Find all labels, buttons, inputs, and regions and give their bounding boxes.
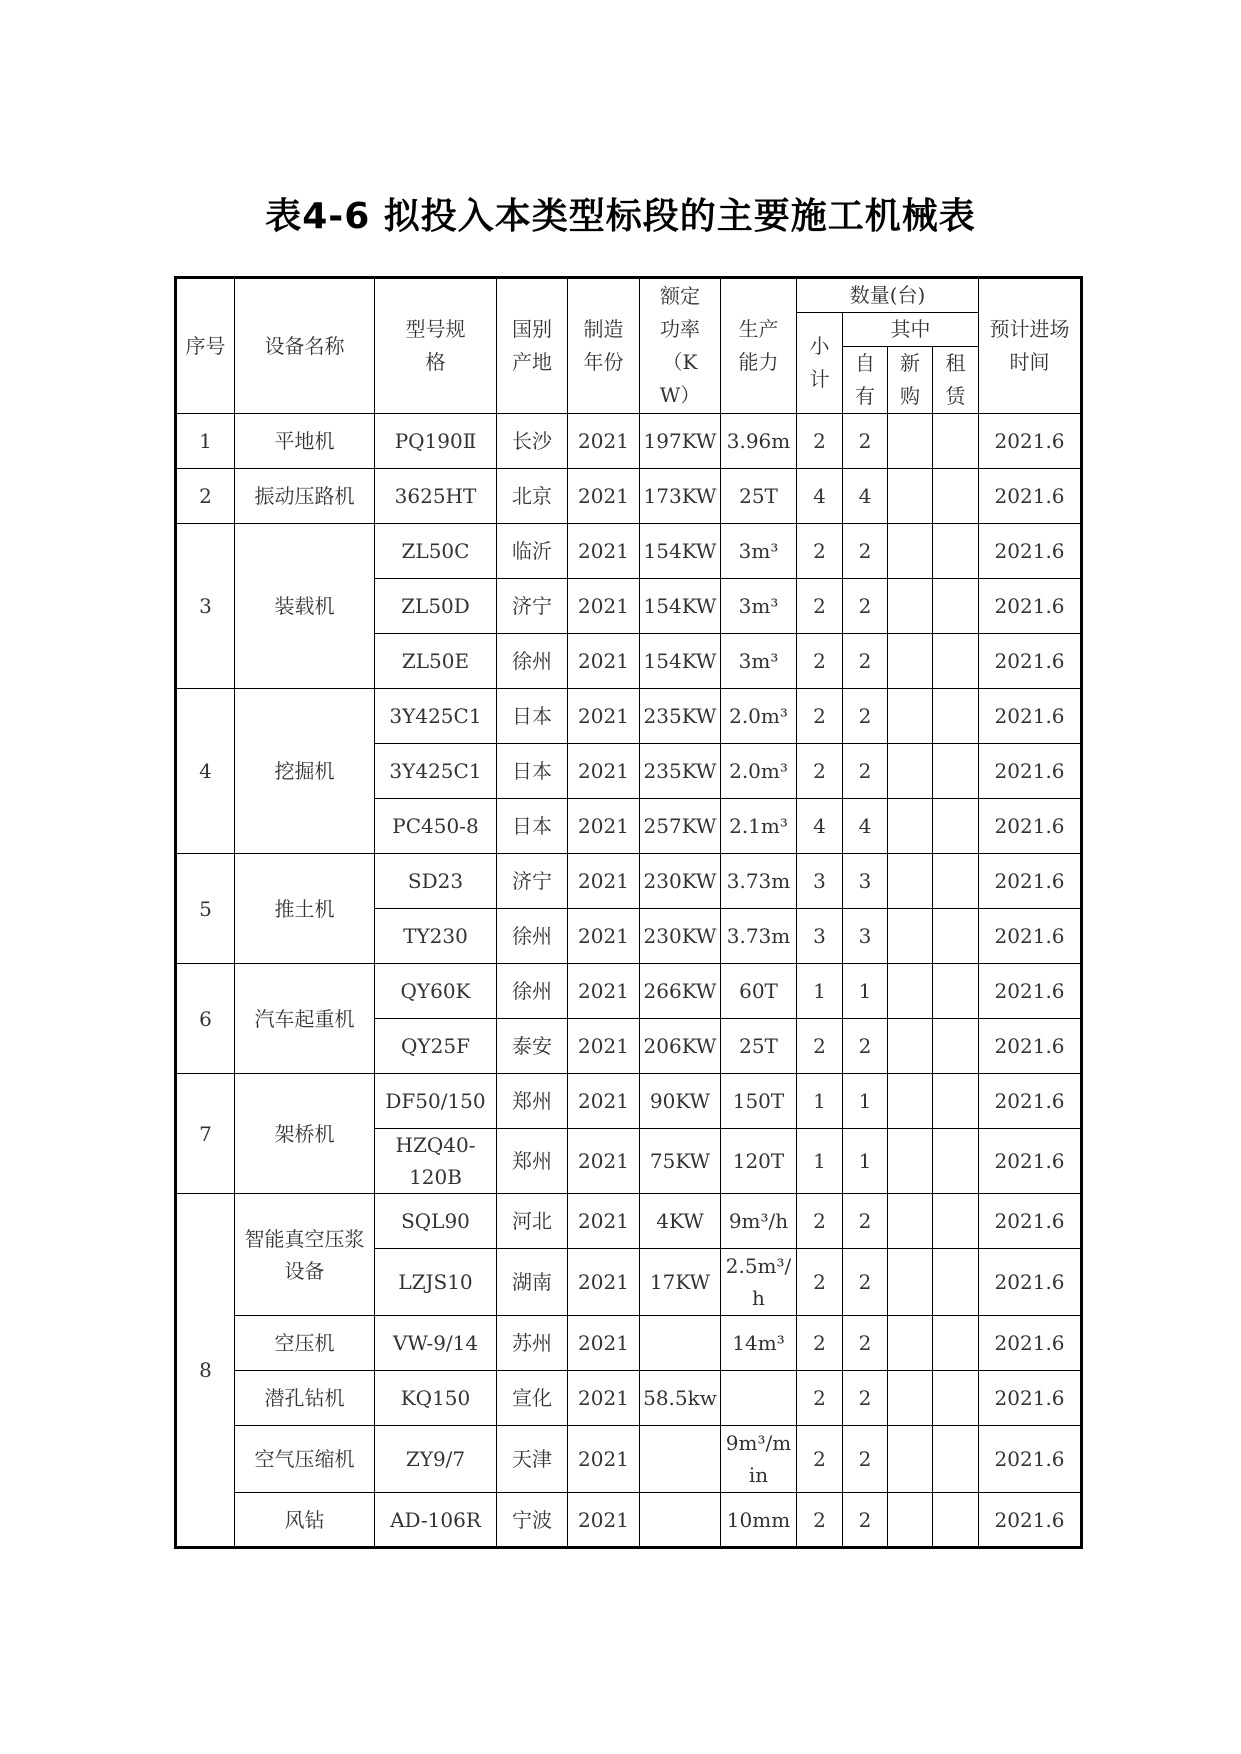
own-cell: 2	[843, 1249, 888, 1316]
table-row	[176, 1316, 1082, 1371]
new-cell	[888, 1129, 933, 1194]
own-cell: 2	[843, 524, 888, 579]
header-seq: 序号	[176, 278, 235, 414]
header-origin: 国别产地	[497, 278, 568, 414]
table-row	[176, 1493, 1082, 1548]
own-cell: 3	[843, 909, 888, 964]
year-cell: 2021	[568, 1493, 640, 1548]
model-cell: ZL50E	[375, 634, 497, 689]
subtotal-cell: 2	[797, 1493, 843, 1548]
time-cell: 2021.6	[979, 744, 1082, 799]
own-cell: 2	[843, 1493, 888, 1548]
own-cell: 3	[843, 854, 888, 909]
year-cell: 2021	[568, 1371, 640, 1426]
power-cell	[640, 1316, 721, 1371]
year-cell: 2021	[568, 579, 640, 634]
table-row	[176, 414, 1082, 469]
table-row	[176, 524, 1082, 579]
subtotal-cell: 2	[797, 1194, 843, 1249]
time-cell: 2021.6	[979, 1493, 1082, 1548]
subtotal-cell: 2	[797, 1019, 843, 1074]
subtotal-cell: 3	[797, 854, 843, 909]
table-row	[176, 1426, 1082, 1493]
power-cell: 154KW	[640, 579, 721, 634]
capacity-cell: 2.5m³/h	[721, 1249, 797, 1316]
origin-cell: 郑州	[497, 1074, 568, 1129]
header-entry-time: 预计进场时间	[979, 278, 1082, 414]
capacity-cell: 9m³/min	[721, 1426, 797, 1493]
subtotal-cell: 1	[797, 964, 843, 1019]
name-cell: 平地机	[235, 414, 375, 469]
year-cell: 2021	[568, 1316, 640, 1371]
subtotal-cell: 2	[797, 579, 843, 634]
own-cell: 2	[843, 1371, 888, 1426]
new-cell	[888, 579, 933, 634]
own-cell: 1	[843, 1129, 888, 1194]
seq-cell: 6	[176, 964, 235, 1074]
name-cell: 智能真空压浆设备	[235, 1194, 375, 1316]
origin-cell: 济宁	[497, 854, 568, 909]
rent-cell	[933, 854, 979, 909]
power-cell: 230KW	[640, 854, 721, 909]
year-cell: 2021	[568, 1019, 640, 1074]
own-cell: 1	[843, 1074, 888, 1129]
seq-cell: 1	[176, 414, 235, 469]
capacity-cell: 25T	[721, 1019, 797, 1074]
new-cell	[888, 414, 933, 469]
own-cell: 4	[843, 799, 888, 854]
capacity-cell: 3m³	[721, 524, 797, 579]
time-cell: 2021.6	[979, 634, 1082, 689]
header-new: 新购	[888, 347, 933, 414]
own-cell: 2	[843, 1194, 888, 1249]
subtotal-cell: 2	[797, 689, 843, 744]
time-cell: 2021.6	[979, 579, 1082, 634]
capacity-cell: 9m³/h	[721, 1194, 797, 1249]
capacity-cell: 3.73m	[721, 854, 797, 909]
power-cell: 154KW	[640, 634, 721, 689]
power-cell: 173KW	[640, 469, 721, 524]
name-cell: 空气压缩机	[235, 1426, 375, 1493]
rent-cell	[933, 799, 979, 854]
origin-cell: 日本	[497, 689, 568, 744]
name-cell: 挖掘机	[235, 689, 375, 854]
name-cell: 推土机	[235, 854, 375, 964]
rent-cell	[933, 744, 979, 799]
year-cell: 2021	[568, 1129, 640, 1194]
model-cell: SD23	[375, 854, 497, 909]
seq-cell: 3	[176, 524, 235, 689]
subtotal-cell: 1	[797, 1129, 843, 1194]
origin-cell: 郑州	[497, 1129, 568, 1194]
new-cell	[888, 799, 933, 854]
capacity-cell: 60T	[721, 964, 797, 1019]
model-cell: QY60K	[375, 964, 497, 1019]
origin-cell: 苏州	[497, 1316, 568, 1371]
capacity-cell: 150T	[721, 1074, 797, 1129]
power-cell: 197KW	[640, 414, 721, 469]
power-cell: 17KW	[640, 1249, 721, 1316]
own-cell: 2	[843, 744, 888, 799]
own-cell: 4	[843, 469, 888, 524]
origin-cell: 宣化	[497, 1371, 568, 1426]
rent-cell	[933, 909, 979, 964]
time-cell: 2021.6	[979, 1249, 1082, 1316]
table-row	[176, 1371, 1082, 1426]
subtotal-cell: 4	[797, 799, 843, 854]
rent-cell	[933, 1074, 979, 1129]
new-cell	[888, 1493, 933, 1548]
header-qty-group: 数量(台)	[797, 278, 979, 313]
subtotal-cell: 2	[797, 524, 843, 579]
model-cell: VW-9/14	[375, 1316, 497, 1371]
capacity-cell: 2.0m³	[721, 689, 797, 744]
rent-cell	[933, 1019, 979, 1074]
table-row	[176, 1194, 1082, 1249]
subtotal-cell: 1	[797, 1074, 843, 1129]
power-cell: 266KW	[640, 964, 721, 1019]
table-row	[176, 689, 1082, 744]
subtotal-cell: 2	[797, 744, 843, 799]
origin-cell: 长沙	[497, 414, 568, 469]
year-cell: 2021	[568, 1426, 640, 1493]
model-cell: ZL50C	[375, 524, 497, 579]
time-cell: 2021.6	[979, 469, 1082, 524]
new-cell	[888, 964, 933, 1019]
new-cell	[888, 634, 933, 689]
capacity-cell: 3.96m	[721, 414, 797, 469]
model-cell: 3Y425C1	[375, 689, 497, 744]
power-cell: 230KW	[640, 909, 721, 964]
capacity-cell: 2.1m³	[721, 799, 797, 854]
own-cell: 2	[843, 634, 888, 689]
time-cell: 2021.6	[979, 909, 1082, 964]
model-cell: 3625HT	[375, 469, 497, 524]
new-cell	[888, 1249, 933, 1316]
capacity-cell: 10mm	[721, 1493, 797, 1548]
time-cell: 2021.6	[979, 1019, 1082, 1074]
power-cell	[640, 1493, 721, 1548]
subtotal-cell: 2	[797, 1426, 843, 1493]
year-cell: 2021	[568, 524, 640, 579]
rent-cell	[933, 579, 979, 634]
year-cell: 2021	[568, 634, 640, 689]
header-power: 额定功率（KW）	[640, 278, 721, 414]
time-cell: 2021.6	[979, 1426, 1082, 1493]
own-cell: 2	[843, 1426, 888, 1493]
origin-cell: 北京	[497, 469, 568, 524]
header-capacity: 生产能力	[721, 278, 797, 414]
new-cell	[888, 1194, 933, 1249]
model-cell: ZY9/7	[375, 1426, 497, 1493]
origin-cell: 宁波	[497, 1493, 568, 1548]
power-cell: 154KW	[640, 524, 721, 579]
own-cell: 2	[843, 689, 888, 744]
rent-cell	[933, 524, 979, 579]
header-model: 型号规格	[375, 278, 497, 414]
name-cell: 汽车起重机	[235, 964, 375, 1074]
subtotal-cell: 2	[797, 1249, 843, 1316]
new-cell	[888, 469, 933, 524]
header-name: 设备名称	[235, 278, 375, 414]
seq-cell: 5	[176, 854, 235, 964]
rent-cell	[933, 414, 979, 469]
power-cell: 235KW	[640, 689, 721, 744]
year-cell: 2021	[568, 689, 640, 744]
subtotal-cell: 3	[797, 909, 843, 964]
capacity-cell: 3.73m	[721, 909, 797, 964]
own-cell: 1	[843, 964, 888, 1019]
origin-cell: 济宁	[497, 579, 568, 634]
origin-cell: 徐州	[497, 909, 568, 964]
capacity-cell: 3m³	[721, 579, 797, 634]
year-cell: 2021	[568, 1074, 640, 1129]
name-cell: 潜孔钻机	[235, 1371, 375, 1426]
time-cell: 2021.6	[979, 1074, 1082, 1129]
subtotal-cell: 2	[797, 1371, 843, 1426]
model-cell: AD-106R	[375, 1493, 497, 1548]
origin-cell: 天津	[497, 1426, 568, 1493]
name-cell: 空压机	[235, 1316, 375, 1371]
table-row	[176, 469, 1082, 524]
origin-cell: 泰安	[497, 1019, 568, 1074]
model-cell: LZJS10	[375, 1249, 497, 1316]
origin-cell: 临沂	[497, 524, 568, 579]
year-cell: 2021	[568, 964, 640, 1019]
power-cell	[640, 1426, 721, 1493]
name-cell: 架桥机	[235, 1074, 375, 1194]
table-row	[176, 1074, 1082, 1129]
year-cell: 2021	[568, 909, 640, 964]
rent-cell	[933, 469, 979, 524]
rent-cell	[933, 1249, 979, 1316]
time-cell: 2021.6	[979, 689, 1082, 744]
capacity-cell: 25T	[721, 469, 797, 524]
own-cell: 2	[843, 1019, 888, 1074]
rent-cell	[933, 1129, 979, 1194]
new-cell	[888, 854, 933, 909]
time-cell: 2021.6	[979, 1371, 1082, 1426]
time-cell: 2021.6	[979, 524, 1082, 579]
year-cell: 2021	[568, 1249, 640, 1316]
model-cell: HZQ40-120B	[375, 1129, 497, 1194]
power-cell: 4KW	[640, 1194, 721, 1249]
page-title: 表4-6 拟投入本类型标段的主要施工机械表	[265, 196, 976, 237]
power-cell: 58.5kw	[640, 1371, 721, 1426]
subtotal-cell: 2	[797, 634, 843, 689]
origin-cell: 徐州	[497, 634, 568, 689]
origin-cell: 河北	[497, 1194, 568, 1249]
name-cell: 振动压路机	[235, 469, 375, 524]
rent-cell	[933, 689, 979, 744]
time-cell: 2021.6	[979, 799, 1082, 854]
seq-cell: 7	[176, 1074, 235, 1194]
power-cell: 235KW	[640, 744, 721, 799]
year-cell: 2021	[568, 854, 640, 909]
own-cell: 2	[843, 1316, 888, 1371]
capacity-cell: 14m³	[721, 1316, 797, 1371]
origin-cell: 日本	[497, 799, 568, 854]
capacity-cell: 3m³	[721, 634, 797, 689]
header-subtotal: 小计	[797, 313, 843, 414]
capacity-cell: 2.0m³	[721, 744, 797, 799]
seq-cell: 8	[176, 1194, 235, 1548]
equipment-table	[174, 276, 1083, 1549]
header-own: 自有	[843, 347, 888, 414]
power-cell: 206KW	[640, 1019, 721, 1074]
new-cell	[888, 1371, 933, 1426]
model-cell: QY25F	[375, 1019, 497, 1074]
rent-cell	[933, 1426, 979, 1493]
model-cell: PC450-8	[375, 799, 497, 854]
table-row	[176, 964, 1082, 1019]
year-cell: 2021	[568, 799, 640, 854]
capacity-cell: 120T	[721, 1129, 797, 1194]
subtotal-cell: 2	[797, 414, 843, 469]
model-cell: SQL90	[375, 1194, 497, 1249]
new-cell	[888, 909, 933, 964]
seq-cell: 2	[176, 469, 235, 524]
power-cell: 257KW	[640, 799, 721, 854]
time-cell: 2021.6	[979, 964, 1082, 1019]
rent-cell	[933, 1194, 979, 1249]
model-cell: KQ150	[375, 1371, 497, 1426]
table-row	[176, 854, 1082, 909]
header-among: 其中	[843, 313, 979, 347]
model-cell: 3Y425C1	[375, 744, 497, 799]
own-cell: 2	[843, 414, 888, 469]
model-cell: PQ190Ⅱ	[375, 414, 497, 469]
subtotal-cell: 4	[797, 469, 843, 524]
time-cell: 2021.6	[979, 1316, 1082, 1371]
year-cell: 2021	[568, 414, 640, 469]
new-cell	[888, 1074, 933, 1129]
time-cell: 2021.6	[979, 854, 1082, 909]
new-cell	[888, 1019, 933, 1074]
origin-cell: 日本	[497, 744, 568, 799]
time-cell: 2021.6	[979, 1129, 1082, 1194]
time-cell: 2021.6	[979, 414, 1082, 469]
header-rent: 租赁	[933, 347, 979, 414]
new-cell	[888, 1316, 933, 1371]
origin-cell: 徐州	[497, 964, 568, 1019]
power-cell: 90KW	[640, 1074, 721, 1129]
year-cell: 2021	[568, 1194, 640, 1249]
model-cell: DF50/150	[375, 1074, 497, 1129]
rent-cell	[933, 1493, 979, 1548]
model-cell: ZL50D	[375, 579, 497, 634]
new-cell	[888, 524, 933, 579]
rent-cell	[933, 1316, 979, 1371]
rent-cell	[933, 1371, 979, 1426]
new-cell	[888, 1426, 933, 1493]
header-year: 制造年份	[568, 278, 640, 414]
name-cell: 风钻	[235, 1493, 375, 1548]
name-cell: 装载机	[235, 524, 375, 689]
time-cell: 2021.6	[979, 1194, 1082, 1249]
origin-cell: 湖南	[497, 1249, 568, 1316]
year-cell: 2021	[568, 469, 640, 524]
rent-cell	[933, 634, 979, 689]
year-cell: 2021	[568, 744, 640, 799]
capacity-cell	[721, 1371, 797, 1426]
power-cell: 75KW	[640, 1129, 721, 1194]
subtotal-cell: 2	[797, 1316, 843, 1371]
new-cell	[888, 744, 933, 799]
model-cell: TY230	[375, 909, 497, 964]
own-cell: 2	[843, 579, 888, 634]
seq-cell: 4	[176, 689, 235, 854]
rent-cell	[933, 964, 979, 1019]
new-cell	[888, 689, 933, 744]
